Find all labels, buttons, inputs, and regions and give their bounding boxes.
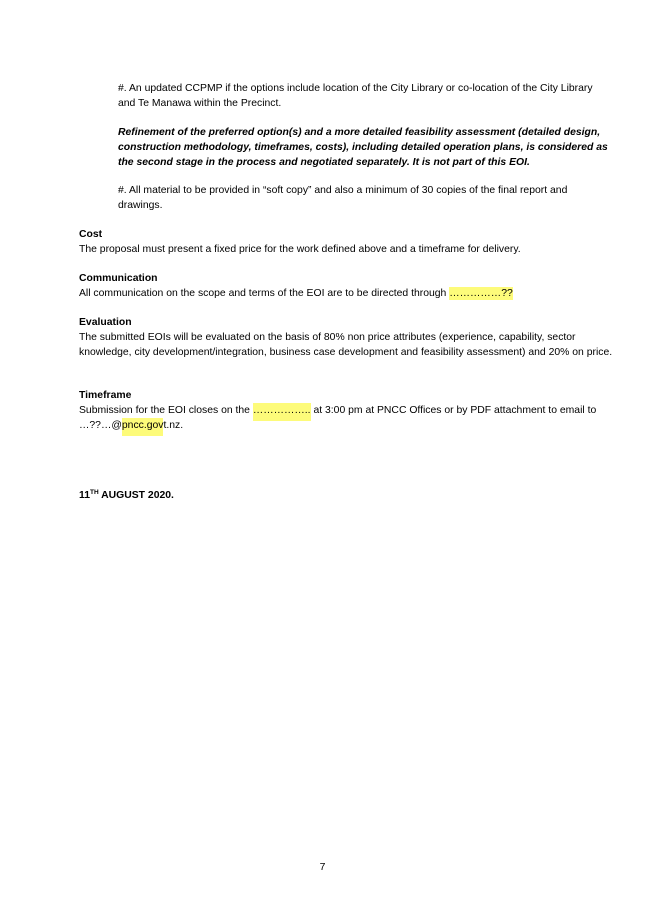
- timeframe-heading: Timeframe: [79, 390, 132, 401]
- cost-heading: Cost: [79, 229, 103, 240]
- timeframe-body: [79, 403, 614, 433]
- timeframe-text-middle: at 3:00 pm at PNCC Offices or by PDF attachment to email to: [310, 405, 597, 416]
- refinement-note: Refinement of the preferred option(s) and a more detailed feasibility assessment (detailed design, construction methodology, timeframes, costs), including detailed operation plans, is considered as the second stage in the process and negotiated separately. It is not part of this EOI.: [118, 127, 608, 168]
- timeframe-text-start: Submission for the EOI closes on the: [79, 405, 253, 416]
- timeframe-section: [79, 388, 614, 433]
- communication-heading: Communication: [79, 273, 158, 284]
- email-suffix: t.nz.: [163, 420, 184, 431]
- email-domain-highlight: pncc.gov: [122, 418, 164, 436]
- evaluation-heading: Evaluation: [79, 317, 132, 328]
- closing-date-placeholder: ……………..: [253, 403, 311, 421]
- material-paragraph: #. All material to be provided in “soft copy” and also a minimum of 30 copies of the final report and drawings.: [118, 185, 568, 211]
- date-ordinal-suffix: TH: [89, 489, 99, 496]
- communication-body: [79, 286, 614, 301]
- contact-placeholder: ……………??: [449, 288, 513, 299]
- communication-text: All communication on the scope and terms of the EOI are to be directed through: [79, 288, 450, 299]
- communication-section: [79, 271, 614, 301]
- date-rest: AUGUST 2020.: [98, 490, 174, 501]
- cost-section: [79, 227, 614, 257]
- ccpmp-paragraph: #. An updated CCPMP if the options include location of the City Library or co-location of the City Library and Te Manawa within the Precinct.: [118, 83, 593, 109]
- email-prefix: …??…@: [79, 420, 122, 431]
- cost-body: The proposal must present a fixed price for the work defined above and a timeframe for delivery.: [79, 244, 521, 255]
- evaluation-section: [79, 315, 614, 360]
- page-number: 7: [319, 862, 326, 873]
- date-day: 11: [79, 490, 90, 501]
- document-date: [79, 488, 614, 503]
- evaluation-body: The submitted EOIs will be evaluated on the basis of 80% non price attributes (experience, capability, sector knowledge, city development/integration, business case development and feasibility assessment) and 20% on price.: [79, 332, 613, 358]
